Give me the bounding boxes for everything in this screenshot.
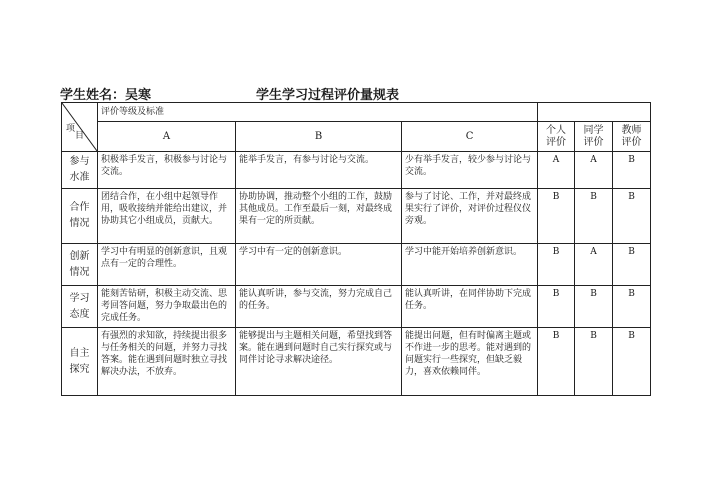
category-line: 态度 (69, 308, 90, 320)
corner-label-xiang: 项 (66, 124, 76, 134)
category-cell (62, 189, 98, 244)
category-line: 自主 (69, 347, 90, 359)
table-row (62, 244, 651, 286)
grade-b-criteria: 能举手发言，有参与讨论与交流。 (236, 152, 402, 189)
peer-score: B (575, 286, 613, 328)
category-line: 合作 (69, 202, 90, 213)
category-cell (62, 328, 98, 396)
eval-header-line: 评价 (621, 136, 642, 148)
grade-b-criteria: 学习中有一定的创新意识。 (236, 244, 402, 286)
category-line: 创新 (69, 250, 90, 262)
eval-header-line: 教师 (621, 124, 642, 136)
self-score: B (538, 189, 575, 244)
table-row (62, 328, 651, 396)
eval-header-line: 评价 (583, 136, 604, 148)
category-cell (62, 152, 98, 189)
grade-c-criteria: 学习中能开始培养创新意识。 (402, 244, 538, 286)
teacher-score: B (613, 286, 651, 328)
grade-c-criteria: 少有举手发言，较少参与讨论与交流。 (402, 152, 538, 189)
grade-c-criteria: 能提出问题，但有时偏离主题或不作进一步的思考。能对遇到的问题实行一些探究，但缺乏毅力，喜欢依赖同伴。 (402, 328, 538, 396)
table-row (62, 189, 651, 244)
grade-c-header: C (402, 122, 538, 152)
grade-b-criteria: 能够提出与主题相关问题，希望找到答案。能在遇到问题时自己实行探究或与同伴讨论寻求解决途径。 (236, 328, 402, 396)
rubric-table (61, 102, 651, 396)
eval-header-line: 个人 (546, 124, 567, 136)
self-score: B (538, 328, 575, 396)
grade-c-criteria: 参与了讨论、工作，并对最终成果实行了评价，对评价过程仪仪旁观。 (402, 189, 538, 244)
eval-header-blank (538, 103, 651, 122)
self-eval-header (538, 122, 575, 152)
category-line: 水准 (69, 172, 90, 183)
eval-header-line: 评价 (546, 136, 567, 148)
category-line: 情况 (69, 266, 90, 278)
teacher-score: B (613, 152, 651, 189)
teacher-score: B (613, 328, 651, 396)
header-row-1 (62, 103, 651, 122)
grade-a-criteria: 积极举手发言，积极参与讨论与交流。 (98, 152, 236, 189)
eval-header-line: 同学 (583, 124, 604, 136)
teacher-score: B (613, 244, 651, 286)
corner-cell (62, 103, 98, 152)
category-line: 探究 (69, 363, 90, 375)
grade-b-criteria: 能认真听讲，参与交流，努力完成自己的任务。 (236, 286, 402, 328)
self-score: B (538, 286, 575, 328)
table-row (62, 152, 651, 189)
category-cell (62, 286, 98, 328)
page-title: 学生学习过程评价量规表 (256, 88, 400, 103)
peer-score: A (575, 244, 613, 286)
teacher-eval-header (613, 122, 651, 152)
category-line: 学习 (69, 292, 90, 304)
peer-score: B (575, 189, 613, 244)
page-heading (60, 84, 660, 102)
student-name: 学生姓名：吴寒 (60, 88, 152, 103)
corner-label-mu: 目 (75, 131, 85, 141)
grade-b-header: B (236, 122, 402, 152)
grade-b-criteria: 协助协调，推动整个小组的工作，鼓励其他成员。工作至最后一刻，对最终成果有一定的所贡献。 (236, 189, 402, 244)
grade-a-criteria: 学习中有明显的创新意识，且观点有一定的合理性。 (98, 244, 236, 286)
grade-a-header: A (98, 122, 236, 152)
peer-score: B (575, 328, 613, 396)
grade-c-criteria: 能认真听讲，在同伴协助下完成任务。 (402, 286, 538, 328)
self-score: B (538, 244, 575, 286)
peer-score: A (575, 152, 613, 189)
grade-a-criteria: 能刻苦钻研，积极主动交流、思考回答问题，努力争取最出色的完成任务。 (98, 286, 236, 328)
category-line: 情况 (69, 218, 90, 229)
category-line: 参与 (69, 156, 90, 167)
grade-a-criteria: 有强烈的求知欲，持续提出很多与任务相关的问题，并努力寻找答案。能在遇到问题时独立寻找解决办法，不放弃。 (98, 328, 236, 396)
grade-a-criteria: 团结合作，在小组中起领导作用，吸收接纳并能给出建议，并协助其它小组成员，贡献大。 (98, 189, 236, 244)
table-row (62, 286, 651, 328)
peer-eval-header (575, 122, 613, 152)
header-row-2 (62, 122, 651, 152)
standards-header: 评价等级及标准 (98, 103, 538, 122)
self-score: A (538, 152, 575, 189)
teacher-score: B (613, 189, 651, 244)
category-cell (62, 244, 98, 286)
